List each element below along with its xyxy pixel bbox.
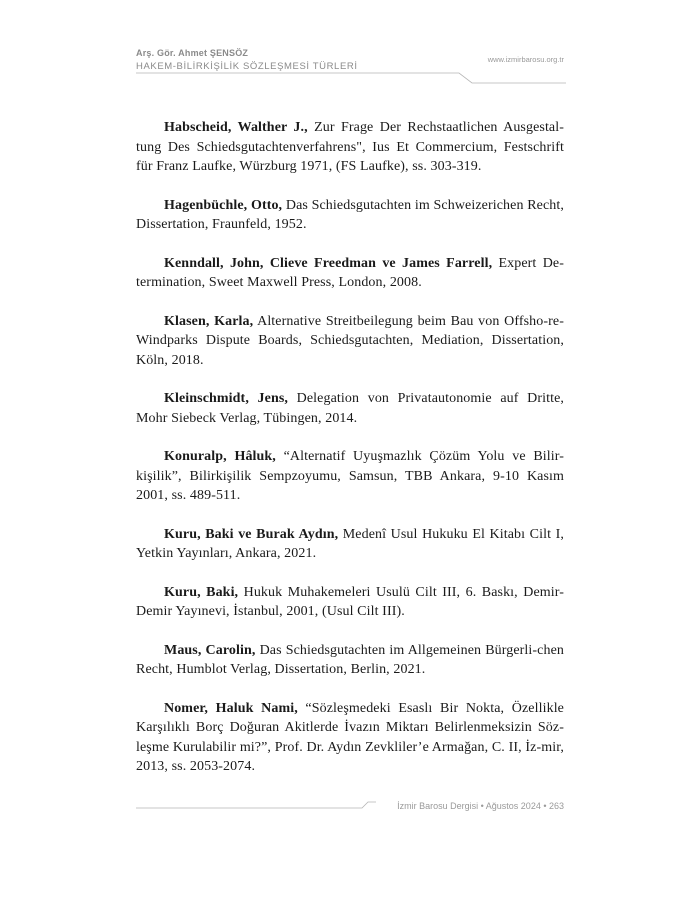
bibliography-list xyxy=(136,118,564,796)
reference-text: Das Schiedsgutachten im Schweizerichen Recht, Dissertation, Fraunfeld, 1952. xyxy=(136,197,564,232)
reference-author: Kuru, Baki ve Burak Aydın, xyxy=(164,526,339,542)
reference-entry xyxy=(136,525,564,564)
reference-entry xyxy=(136,641,564,680)
reference-author: Nomer, Haluk Nami, xyxy=(164,700,298,716)
header-title: HAKEM-BİLİRKİŞİLİK SÖZLEŞMESİ TÜRLERİ xyxy=(136,61,358,72)
reference-entry xyxy=(136,583,564,622)
reference-text: Das Schiedsgutachten im Allgemeinen Bürgerli-chen Recht, Humblot Verlag, Dissertation, Berlin, 2021. xyxy=(136,642,564,677)
reference-entry xyxy=(136,389,564,428)
reference-author: Hagenbüchle, Otto, xyxy=(164,197,283,213)
reference-text: Zur Frage Der Rechstaatlichen Ausgestal-tung Des Schiedsgutachtenverfahrens", Ius Et Commercium, Festschrift für Franz Laufke, Würzburg 1971, (FS Laufke), ss. 303-319. xyxy=(136,120,564,174)
reference-entry xyxy=(136,254,564,293)
reference-author: Kleinschmidt, Jens, xyxy=(164,391,289,406)
reference-entry xyxy=(136,699,564,777)
header-divider xyxy=(136,70,566,86)
footer-journal-info: İzmir Barosu Dergisi • Ağustos 2024 • 263 xyxy=(397,801,564,811)
reference-author: Konuralp, Hâluk, xyxy=(164,449,276,464)
reference-text: Alternative Streitbeilegung beim Bau von Offsho-re-Windparks Dispute Boards, Schiedsgutachten, Mediation, Dissertation, Köln, 2018. xyxy=(136,313,564,368)
reference-author: Maus, Carolin, xyxy=(164,642,256,658)
reference-author: Klasen, Karla, xyxy=(164,313,254,329)
reference-text: “Alternatif Uyuşmazlık Çözüm Yolu ve Bilir-kişilik”, Bilirkişilik Sempzoyumu, Samsun, TBB Ankara, 9-10 Kasım 2001, ss. 489-511. xyxy=(136,449,564,503)
reference-entry xyxy=(136,196,564,235)
reference-text: Hukuk Muhakemeleri Usulü Cilt III, 6. Baskı, Demir-Demir Yayınevi, İstanbul, 2001, (Usul Cilt III). xyxy=(136,584,564,619)
reference-text: Medenî Usul Hukuku El Kitabı Cilt I, Yetkin Yayınları, Ankara, 2021. xyxy=(136,526,564,561)
header-author: Arş. Gör. Ahmet ŞENSÖZ xyxy=(136,48,249,58)
reference-author: Kuru, Baki, xyxy=(164,584,239,600)
reference-text: Expert De-termination, Sweet Maxwell Press, London, 2008. xyxy=(136,255,564,290)
reference-author: Kenndall, John, Clieve Freedman ve James Farrell, xyxy=(164,255,493,271)
reference-entry xyxy=(136,312,564,371)
reference-entry xyxy=(136,118,564,177)
header-website-link[interactable]: www.izmirbarosu.org.tr xyxy=(487,55,564,64)
reference-entry xyxy=(136,447,564,506)
reference-author: Habscheid, Walther J., xyxy=(164,120,308,135)
reference-text: “Sözleşmedeki Esaslı Bir Nokta, Özellikle Karşılıklı Borç Doğuran Akitlerde İvazın Miktarı Belirlenmeksizin Söz-leşme Kurulabilir mi?”, Prof. Dr. Aydın Zevkliler’e Armağan, C. II, İz-mir, 2013, ss. 2053-2074. xyxy=(136,700,564,774)
reference-text: Delegation von Privatautonomie auf Dritte, Mohr Siebeck Verlag, Tübingen, 2014. xyxy=(136,391,565,426)
